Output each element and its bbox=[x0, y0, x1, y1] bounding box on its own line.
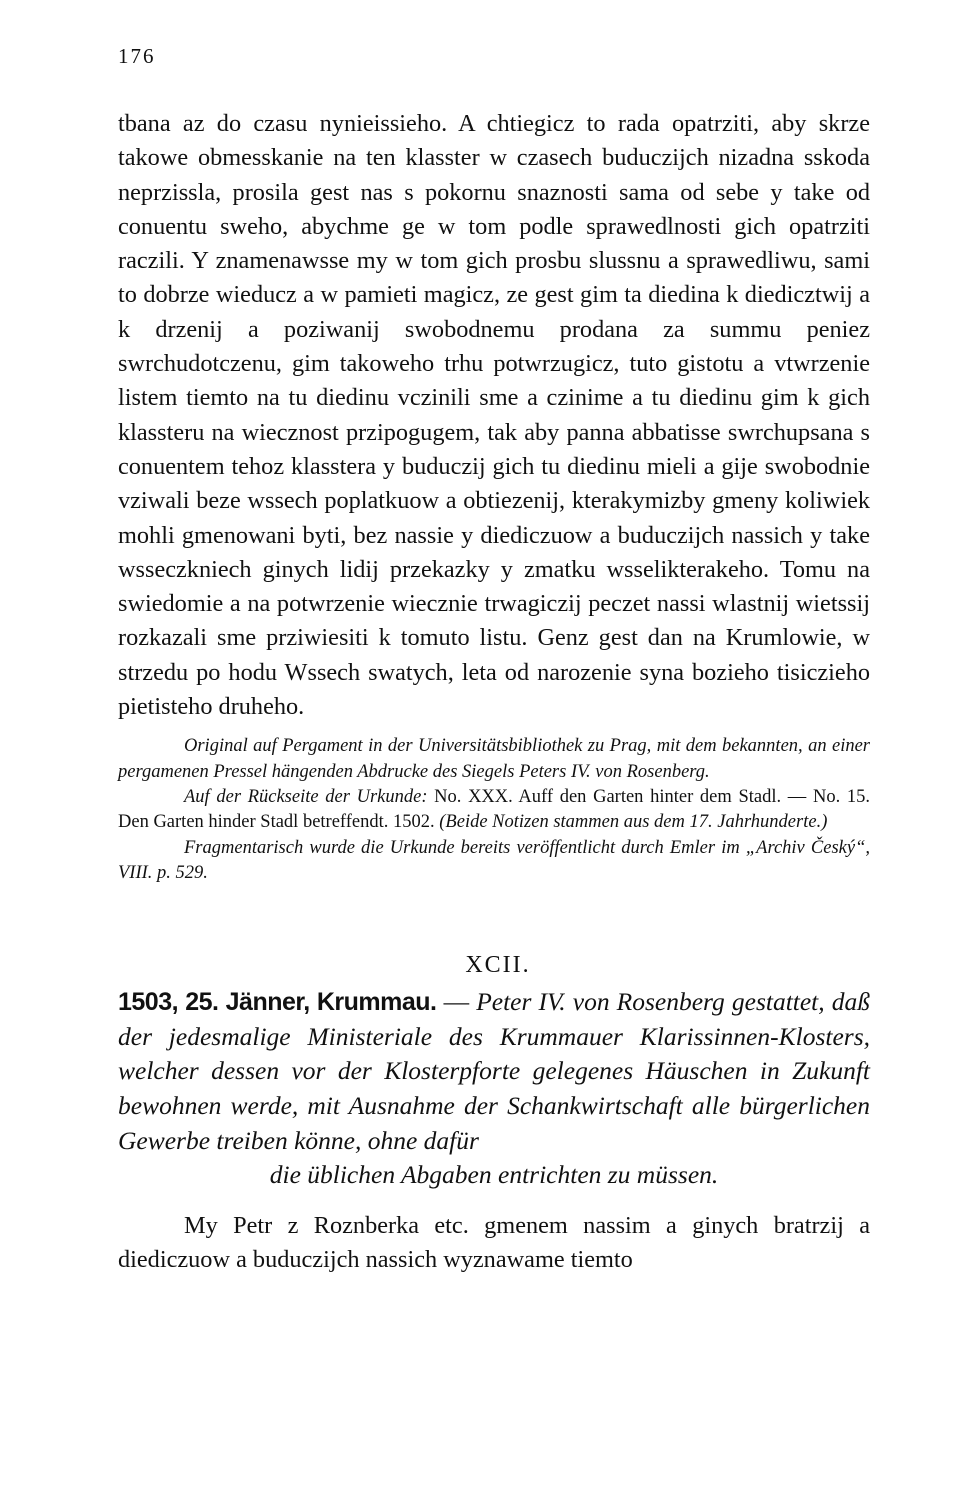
note-publication bbox=[118, 836, 870, 887]
regest bbox=[118, 985, 870, 1193]
regest-dash: — bbox=[436, 987, 477, 1017]
note-original-text: Original auf Pergament in der Universitätsbibliothek zu Prag, mit dem bekannten, an einer pergamenen Pressel hängenden Abdrucke des Siegels Peters IV. von Rosenberg. bbox=[118, 736, 870, 782]
regest-text: Peter IV. von Rosenberg gestattet, daß der jedesmalige Ministeriale des Krummauer Klarissinnen-Klosters, welcher dessen vor der Klosterpforte gelegenes Häuschen in Zukunft bewohnen werde, mit Ausnahme der Schankwirtschaft alle bürgerlichen Gewerbe treiben könne, ohne dafür bbox=[118, 987, 870, 1155]
regest-last-line: die üblichen Abgaben entrichten zu müssen. bbox=[269, 1160, 719, 1190]
charter-text-continued: tbana az do czasu nynieissieho. A chtiegicz to rada opatrziti, aby skrze takowe obmesskanie na ten klasster w czasech buduczijch nizadna sskoda neprzissla, prosila gest nas s pokornu snaznosti sama od sebe y take od conuentu sweho, abychme ge w tom podle sprawedlnosti gich opatrziti raczili. Y znamenawsse my w tom gich prosbu slussnu a sprawedliwu, sami to dobrze wieducz a w pamieti magicz, ze gest gim ta diedina k diedicztwij a k drzenij a poziwanij swobodnemu prodana za summu peniez swrchudotczenu, gim takoweho trhu potwrzugicz, tuto gistotu a vtwrzenie listem tiemto na tu diedinu vczinili sme a czinime a tu diedinu gim k gich klassteru na wiecznost przipogugem, tak aby panna abbatisse swrchupsana s conuentem tehoz klasstera y buduczij gich tu diedinu mieli a gije swobodnie vziwali beze wssech poplatkuow a obtiezenij, kterakymizby gmeny koliwiek mohli gmenowani byti, bez nassie y diediczuow a buduczijch nassich y take wsseczkniech ginych lidij przekazky y zmatku wsselikterakeho. Tomu na swiedomie a na potwrzenie wiecznie trwagiczij peczet nassi wlastnij wietssij rozkazali sme prziwiesiti k tomuto listu. Genz gest dan na Krumlowie, w strzedu po hodu Wssech swatych, leta od narozenie syna bozieho tisiczieho pietisteho druheho. bbox=[118, 110, 870, 721]
page-number: 176 bbox=[118, 44, 156, 68]
note-reverse-label: Auf der Rückseite der Urkunde: bbox=[184, 786, 428, 807]
editorial-notes bbox=[118, 734, 870, 886]
note-reverse-side bbox=[118, 785, 870, 836]
note-publication-text: Fragmentarisch wurde die Urkunde bereits veröffentlicht durch Emler im „Archiv Český“, VIII. p. 529. bbox=[118, 837, 870, 883]
charter-start: My Petr z Roznberka etc. gmenem nassim a ginych bratrzij a diediczuow a buduczijch nassich wyznawame tiemto bbox=[118, 1211, 870, 1273]
section-number: XCII. bbox=[465, 952, 531, 979]
regest-date-place: 1503, 25. Jänner, Krummau. bbox=[118, 988, 437, 1017]
note-reverse-remark: (Beide Notizen stammen aus dem 17. Jahrhunderte.) bbox=[439, 812, 828, 833]
note-reverse-text: No. XXX. Auff den Garten hinter dem Stadl. — No. 15. Den Garten hinder Stadl betreffendt. 1502. bbox=[118, 786, 870, 833]
note-original bbox=[118, 734, 870, 785]
page bbox=[118, 44, 870, 1277]
